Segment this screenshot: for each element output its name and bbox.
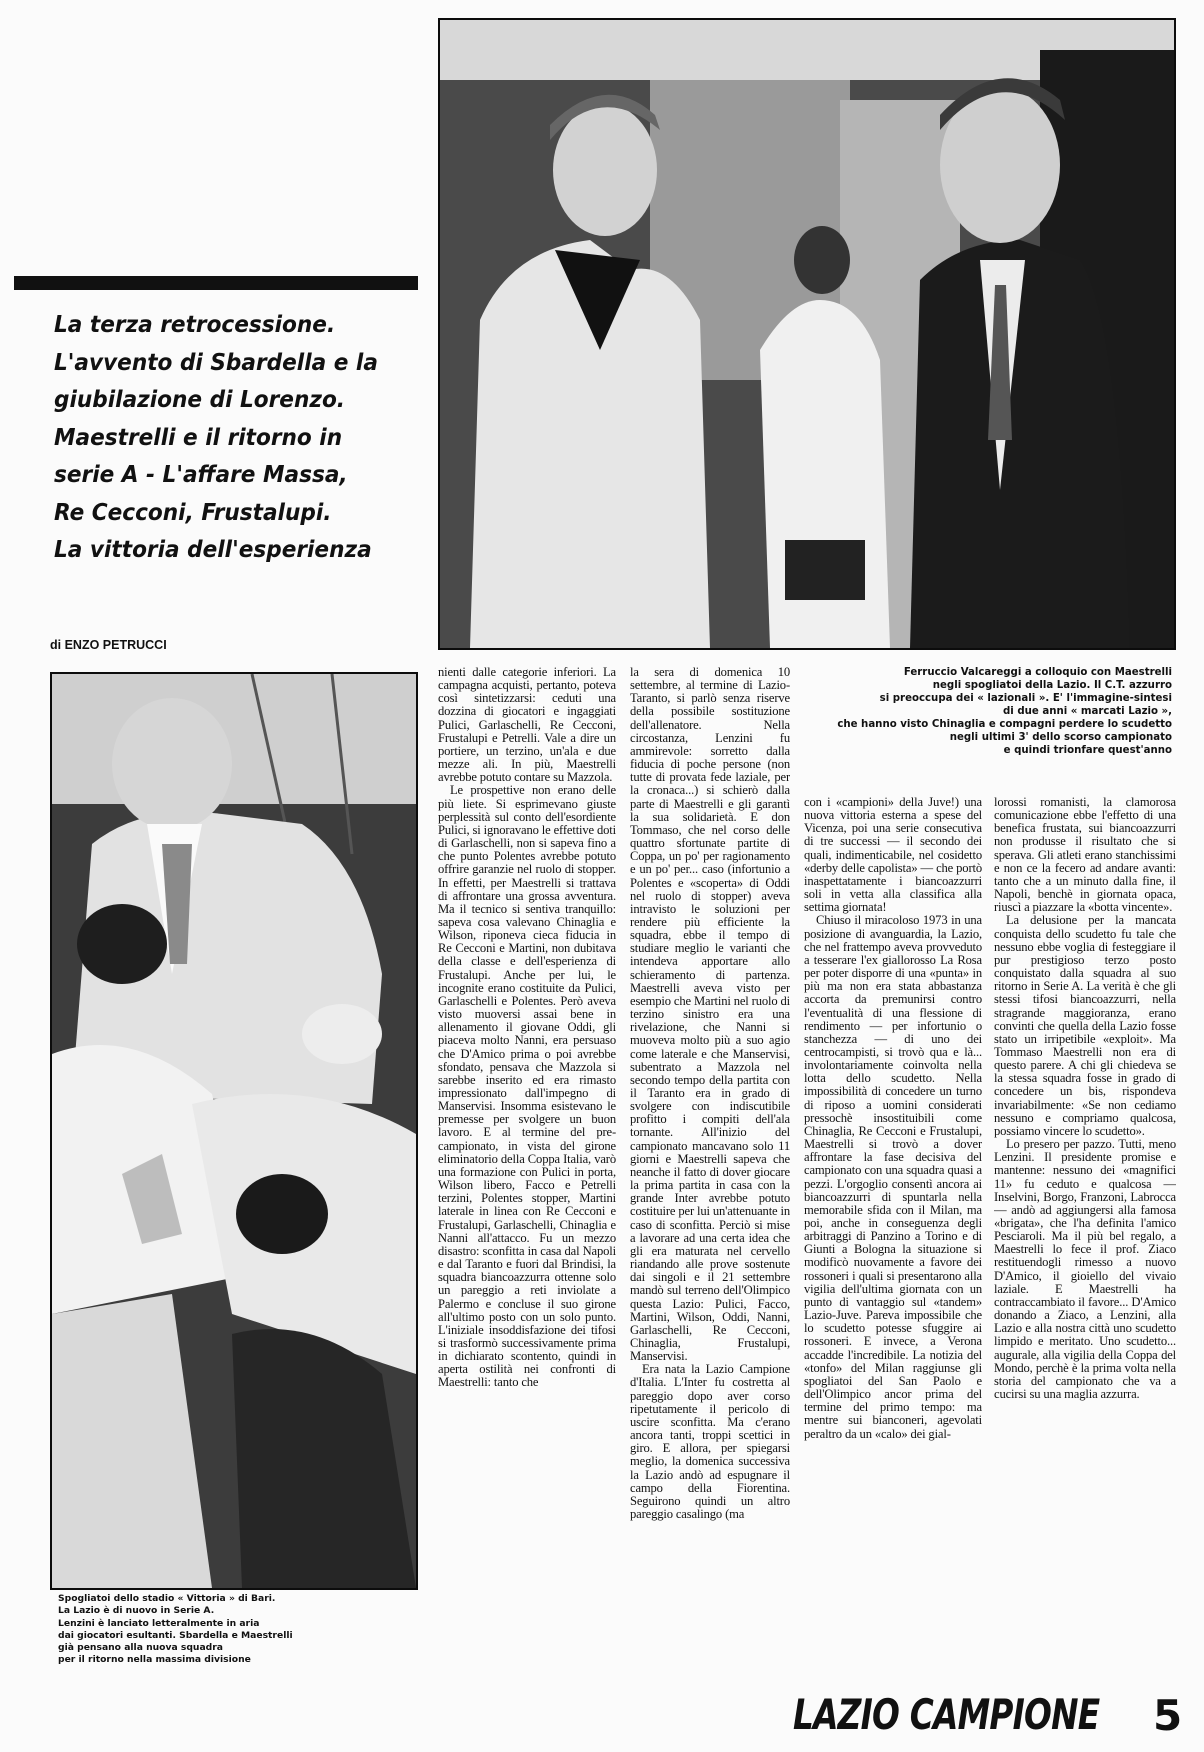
caption-line: negli spogliatoi della Lazio. Il C.T. azzurro — [932, 680, 1172, 691]
caption-line: si preoccupa dei « lazionali ». E' l'immagine-sintesi — [879, 693, 1172, 704]
headline-line: giubilazione di Lorenzo. — [54, 385, 346, 413]
paragraph: Era nata la Lazio Campione d'Italia. L'Inter fu costretta al pareggio dopo aver corso ripetutamente il pericolo di uscire sconfitta. Ma c'erano ancora tanti, troppi scettici in giro. E allora, per spiegarsi meglio, la domenica successiva la Lazio andò ad espugnare il campo della Fiorentina. Seguirono quindi un altro pareggio casalingo (ma — [630, 1362, 790, 1521]
photo-valcareggi-maestrelli — [440, 20, 1174, 648]
caption-line: Lenzini è lanciato letteralmente in aria — [58, 1617, 260, 1629]
caption-line: La Lazio è di nuovo in Serie A. — [58, 1605, 215, 1617]
top-photo-caption — [800, 666, 1172, 757]
headline-line: La terza retrocessione. — [54, 310, 336, 338]
caption-line: Ferruccio Valcareggi a colloquio con Maestrelli — [903, 667, 1172, 678]
paragraph: La delusione per la mancata conquista dello scudetto fu tale che nessuno ebbe voglia di festeggiare il pur prestigioso terzo posto conquistato dalla squadra al suo ritorno in Serie A. La verità è che gli stessi tifosi biancoazzurri, nella stragrande maggioranza, erano convinti che quella della Lazio fosse stato un irripetibile «exploit». Ma Tommaso Maestrelli non era di questo parere. A chi gli chiedeva se la stessa squadra fosse in grado di concedere un bis, rispondeva invariabilmente: «Se non cediamo nessuno e compriamo qualcosa, possiamo vincere lo scudetto». — [994, 913, 1176, 1138]
article-column-2 — [630, 666, 790, 1696]
paragraph: nienti dalle categorie inferiori. La campagna acquisti, pertanto, poteva così sintetizzarsi: ceduti una dozzina di giocatori e ingaggiati Pulici, Garlaschelli, Re Cecconi, Frustalupi e Petrelli. Vale a dire un portiere, un terzino, un'ala e due mezze ali. In più, Maestrelli avrebbe potuto contare su Mazzola. — [438, 666, 616, 785]
caption-line: negli ultimi 3' dello scorso campionato — [949, 732, 1172, 743]
locker-room-photo — [438, 18, 1176, 650]
headline-rule — [14, 276, 418, 290]
caption-line: per il ritorno nella massima divisione — [58, 1654, 251, 1666]
section-title: LAZIO CAMPIONE — [793, 1690, 1100, 1739]
photo-lenzini-tossed — [52, 674, 416, 1588]
caption-line: che hanno visto Chinaglia e compagni perdere lo scudetto — [837, 719, 1172, 730]
caption-line: e quindi trionfare quest'anno — [1003, 745, 1172, 756]
paragraph: la sera di domenica 10 settembre, al termine di Lazio-Taranto, si parlò senza riserve della possibile sostituzione dell'allenatore. Nella circostanza, Lenzini fu ammirevole: sorretto dalla fiducia di poche persone (non tutte di provata fede laziale, per la cronaca...) si schierò dalla parte di Maestrelli e gli garantì la sua solidarietà. E don Tommaso, che nel corso delle quattro sfortunate partite di Coppa, un po' per ragionamento e un po' per... caso (infortunio a Polentes e «scoperta» di Oddi nel ruolo di stopper) aveva intravisto le soluzioni per rendere più efficiente la squadra, ebbe il tempo di studiare meglio le varianti che intendeva apportare allo schieramento di partenza. Maestrelli aveva visto per esempio che Martini nel ruolo di terzino sinistro era una rivelazione, che Nanni si muoveva molto più a suo agio come laterale e che Manservisi, subentrato a Mazzola nel secondo tempo della partita con il Taranto era in grado di svolgere con indiscutibile profitto i compiti dell'ala tornante. All'inizio del campionato mancavano solo 11 giorni e Maestrelli sapeva che neanche il fatto di dover giocare la prima partita in casa con la grande Inter avrebbe potuto costituire per lui un'attenuante in caso di sconfitta. Perciò si mise a lavorare ad una certa idea che gli era maturata nel cervello riandando alle prove sostenute dai singoli e il 21 settembre mandò sul terreno dell'Olimpico questa Lazio: Pulici, Facco, Martini, Wilson, Oddi, Nanni, Garlaschelli, Re Cecconi, Chinaglia, Frustalupi, Manservisi. — [630, 666, 790, 1364]
article-column-3 — [804, 796, 982, 1684]
caption-line: dai giocatori esultanti. Sbardella e Maestrelli — [58, 1629, 293, 1641]
paragraph: Le prospettive non erano delle più liete. Si esprimevano giuste perplessità sul conto dell'esordiente Pulici, si ignoravano le effettive doti di Garlaschelli, non si sapeva fino a che punto Polentes avrebbe potuto offrire garanzie nel ruolo di stopper. In effetti, per Maestrelli si trattava di affrontare una grossa avventura. Ma il tecnico si sentiva tranquillo: sapeva cosa valevano Chinaglia e Wilson, riponeva cieca fiducia in Re Cecconi e Martini, non dubitava della classe e dell'esperienza di Frustalupi. Anche per lui, le incognite erano costituite da Pulici, Garlaschelli e Polentes. Però aveva visto muoversi assai bene in allenamento il giovane Oddi, gli piaceva molto Nanni, era persuaso che D'Amico prima o poi avrebbe sfondato, pensava che Mazzola si sarebbe inserito ed era rimasto impressionato dall'impegno di Manservisi. Insomma esistevano le premesse per svolgere un buon lavoro. E al termine del pre-campionato, in vista del girone eliminatorio della Coppa Italia, varò una formazione con Pulici in porta, Wilson libero, Facco e Petrelli terzini, Polentes stopper, Martini laterale in linea con Re Cecconi e Frustalupi, Garlaschelli, Chinaglia e Nanni all'attacco. Fu un mezzo disastro: sconfitta in casa dal Napoli e dal Taranto e fuori dal Brindisi, la squadra biancoazzurra ottenne solo un pareggio a reti inviolate a Palermo e concluse il suo girone all'ultimo posto con un solo punto. L'iniziale insoddisfazione dei tifosi si trasformò successivamente prima in dichiarato scontento, quindi in aperta ostilità nei confronti di Maestrelli: tanto che — [438, 783, 616, 1390]
article-headline — [54, 306, 404, 569]
caption-line: Spogliatoi dello stadio « Vittoria » di Bari. — [58, 1593, 276, 1604]
headline-line: serie A - L'affare Massa, — [54, 460, 348, 488]
headline-line: Maestrelli e il ritorno in — [54, 422, 343, 451]
headline-line: La vittoria dell'esperienza — [54, 535, 372, 563]
paragraph: Chiuso il miracoloso 1973 in una posizione di avanguardia, la Lazio, che nel frattempo aveva provveduto a tesserare l'ex giallorosso La Rosa per poter disporre di una «punta» in più ma non era stata abbastanza accorta da premunirsi contro l'eventualità di una flessione di rendimento — per infortunio o stanchezza — di uno dei centrocampisti, si trovò qua e là... involontariamente coinvolta nella lotta dello scudetto. Nella impossibilità di concedere un turno di riposo a uomini considerati pressochè insostituibili come Chinaglia, Re Cecconi e Frustalupi, Maestrelli si trovò a dover affrontare la fase decisiva del campionato con una squadra quasi a pezzi. L'orgoglio consentì ancora ai biancoazzurri di spuntarla nella memorabile sfida con il Milan, ma poi, anche in conseguenza degli arbitraggi di Panzino a Torino e di Giunti a Bologna la situazione si modificò nuovamente a favore dei rossoneri i quali si presentarono alla vigilia dell'ultima giornata con un punto di vantaggio sul «tandem» Lazio-Juve. Pareva impossibile che lo scudetto potesse sfuggire ai rossoneri. E invece, a Verona accadde l'incredibile. La notizia del «tonfo» del Milan raggiunse gli spogliatoi del San Paolo e dell'Olimpico ancor prima del termine del primo tempo: ma mentre sui bianconeri, agevolati peraltro da un «calo» dei gial- — [804, 913, 982, 1441]
byline: di ENZO PETRUCCI — [50, 638, 167, 652]
left-photo-caption — [58, 1593, 414, 1667]
caption-line: di due anni « marcati Lazio », — [1003, 706, 1172, 717]
paragraph: con i «campioni» della Juve!) una nuova vittoria esterna a spese del Vicenza, poi una serie consecutiva di tre successi — il secondo dei quali, indimenticabile, nel cosidetto «derby delle capolista» — che portò inaspettatamente i biancoazzurri soli in vetta alla classifica alla settima giornata! — [804, 796, 982, 915]
article-column-4 — [994, 796, 1176, 1684]
article-column-1 — [438, 666, 616, 1696]
caption-line: già pensano alla nuova squadra — [58, 1642, 223, 1654]
paragraph: Lo presero per pazzo. Tutti, meno Lenzini. Il presidente promise e mantenne: nessuno dei «magnifici 11» fu ceduto e qualcosa — Inselvini, Borgo, Franzoni, Labrocca — andò ad aggiungersi alla famosa «brigata», che l'ha definita l'amico Pesciaroli. Ma il più bel regalo, a Maestrelli lo fece il prof. Ziaco restituendogli rimesso a nuovo D'Amico, il gioiello del vivaio laziale. E Maestrelli ha contraccambiato il favore... D'Amico donando a Ziaco, a Lenzini, alla Lazio e alla nostra città uno scudetto limpido e meritato. Uno scudetto... augurale, alla vigilia della Coppa del Mondo, perchè è la prima volta nella storia del campionato che va a cucirsi su una maglia azzurra. — [994, 1137, 1176, 1402]
page-number: 5 — [1153, 1691, 1183, 1740]
headline-line: L'avvento di Sbardella e la — [54, 347, 378, 376]
paragraph: lorossi romanisti, la clamorosa comunicazione ebbe l'effetto di una benefica frustata, sui biancoazzurri non produsse il risultato che si sperava. Gli atleti erano stanchissimi e non ce la fecero ad andare avanti: tanto che a un minuto dalla fine, il Napoli, benchè in giornata opaca, riuscì a piazzare la «botta vincente». — [994, 796, 1176, 915]
celebration-photo — [50, 672, 418, 1590]
headline-line: Re Cecconi, Frustalupi. — [54, 497, 332, 526]
